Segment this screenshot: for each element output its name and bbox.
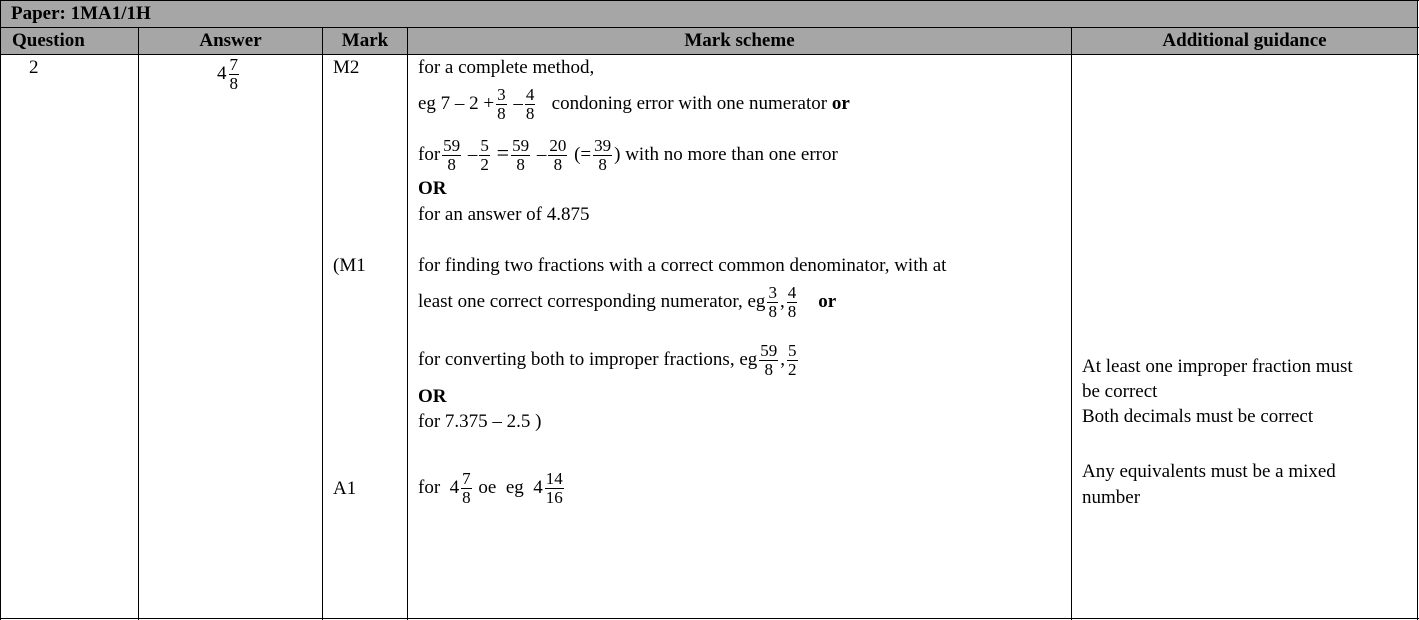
denominator: 2 <box>480 155 489 175</box>
guidance-improper-line2: be correct <box>1082 381 1158 402</box>
scheme-m2-line3 <box>418 131 838 177</box>
or-keyword: OR <box>418 178 447 199</box>
answer-whole: 4 <box>217 62 227 84</box>
scheme-text: for <box>418 144 441 165</box>
fraction <box>442 137 461 174</box>
fraction <box>496 86 507 123</box>
scheme-m1-line3 <box>418 338 800 382</box>
scheme-text: for converting both to improper fractions, eg <box>418 349 758 370</box>
answer-mixed-number <box>217 56 241 93</box>
or-keyword: OR <box>418 386 447 407</box>
fraction <box>479 137 490 174</box>
row-divider-2 <box>0 54 1419 55</box>
header-mark: Mark <box>341 30 389 51</box>
denominator: 8 <box>764 360 774 380</box>
mark-a1: A1 <box>333 478 357 499</box>
numerator: 3 <box>768 283 777 303</box>
minus-sign: – <box>467 144 478 165</box>
answer-denominator: 8 <box>229 74 238 93</box>
mark-m1: (M1 <box>333 255 366 276</box>
fraction <box>593 137 612 174</box>
scheme-a1-line <box>418 466 566 510</box>
or-keyword: or <box>831 93 850 114</box>
answer-fraction <box>229 56 240 93</box>
scheme-m1-line1: for finding two fractions with a correct common denominator, with at <box>418 255 947 276</box>
numerator: 39 <box>594 136 612 156</box>
header-question: Question <box>12 30 85 51</box>
open-paren: (= <box>574 144 592 165</box>
numerator: 3 <box>497 85 506 105</box>
col-divider-4 <box>1071 27 1072 620</box>
numerator: 14 <box>545 469 563 489</box>
scheme-m2-line1: for a complete method, <box>418 57 595 78</box>
mark-m2: M2 <box>333 57 360 78</box>
denominator: 8 <box>497 104 506 124</box>
whole-number: 4 <box>533 477 543 498</box>
numerator: 7 <box>462 469 471 489</box>
guidance-equivalents-line1: Any equivalents must be a mixed <box>1082 461 1336 482</box>
question-number: 2 <box>29 57 39 78</box>
denominator: 8 <box>598 155 607 175</box>
scheme-m2-line2 <box>418 82 850 126</box>
denominator: 8 <box>768 302 777 322</box>
numerator: 59 <box>512 136 530 156</box>
denominator: 16 <box>545 488 563 508</box>
header-answer: Answer <box>199 30 262 51</box>
fraction <box>787 284 798 321</box>
guidance-improper-line1: At least one improper fraction must <box>1082 356 1353 377</box>
scheme-text: least one correct corresponding numerator, eg <box>418 291 766 312</box>
numerator: 20 <box>549 136 567 156</box>
header-additional-guidance: Additional guidance <box>1162 30 1327 51</box>
scheme-text: eg 7 – 2 + <box>418 93 495 114</box>
guidance-equivalents-line2: number <box>1082 487 1141 508</box>
numerator: 5 <box>788 341 797 361</box>
numerator: 4 <box>787 283 797 303</box>
or-keyword: or <box>818 291 837 312</box>
scheme-text: with no more than one error <box>625 144 838 165</box>
denominator: 8 <box>516 155 525 175</box>
denominator: 2 <box>788 360 797 380</box>
minus-sign: – <box>536 144 547 165</box>
comma: , <box>779 291 785 312</box>
whole-number: 4 <box>449 477 460 498</box>
bottom-border <box>0 618 1419 619</box>
scheme-text: condoning error with one numerator <box>551 93 828 114</box>
header-mark-scheme: Mark scheme <box>684 30 795 51</box>
numerator: 59 <box>443 136 461 156</box>
paper-title: Paper: 1MA1/1H <box>11 3 151 24</box>
paper-header-row <box>1 1 1417 27</box>
right-border <box>1417 0 1418 620</box>
fraction <box>545 470 564 507</box>
col-divider-2 <box>322 27 323 620</box>
denominator: 8 <box>462 488 471 508</box>
denominator: 8 <box>525 104 535 124</box>
row-divider-1 <box>0 27 1419 28</box>
numerator: 4 <box>525 85 535 105</box>
minus-sign: – <box>513 93 523 114</box>
guidance-decimals: Both decimals must be correct <box>1082 406 1314 427</box>
close-paren: ) <box>614 144 621 165</box>
col-divider-3 <box>407 27 408 620</box>
denominator: 8 <box>787 302 797 322</box>
col-divider-1 <box>138 27 139 620</box>
numerator: 59 <box>760 341 778 361</box>
fraction <box>767 284 778 321</box>
fraction <box>787 342 798 379</box>
fraction <box>461 470 472 507</box>
comma: , <box>780 349 786 370</box>
fraction <box>548 137 567 174</box>
fraction <box>511 137 530 174</box>
equals-sign: = <box>496 140 510 165</box>
answer-numerator: 7 <box>229 55 238 74</box>
fraction <box>525 86 536 123</box>
scheme-text: oe eg <box>478 477 524 498</box>
top-border <box>0 0 1419 1</box>
scheme-text: for <box>418 477 441 498</box>
left-border <box>0 0 1 620</box>
numerator: 5 <box>480 136 489 156</box>
scheme-m1-line2 <box>418 280 836 324</box>
denominator: 8 <box>553 155 563 175</box>
scheme-m1-line4: for 7.375 – 2.5 ) <box>418 411 542 432</box>
fraction <box>759 342 778 379</box>
scheme-m2-line4: for an answer of 4.875 <box>418 204 590 225</box>
denominator: 8 <box>447 155 456 175</box>
